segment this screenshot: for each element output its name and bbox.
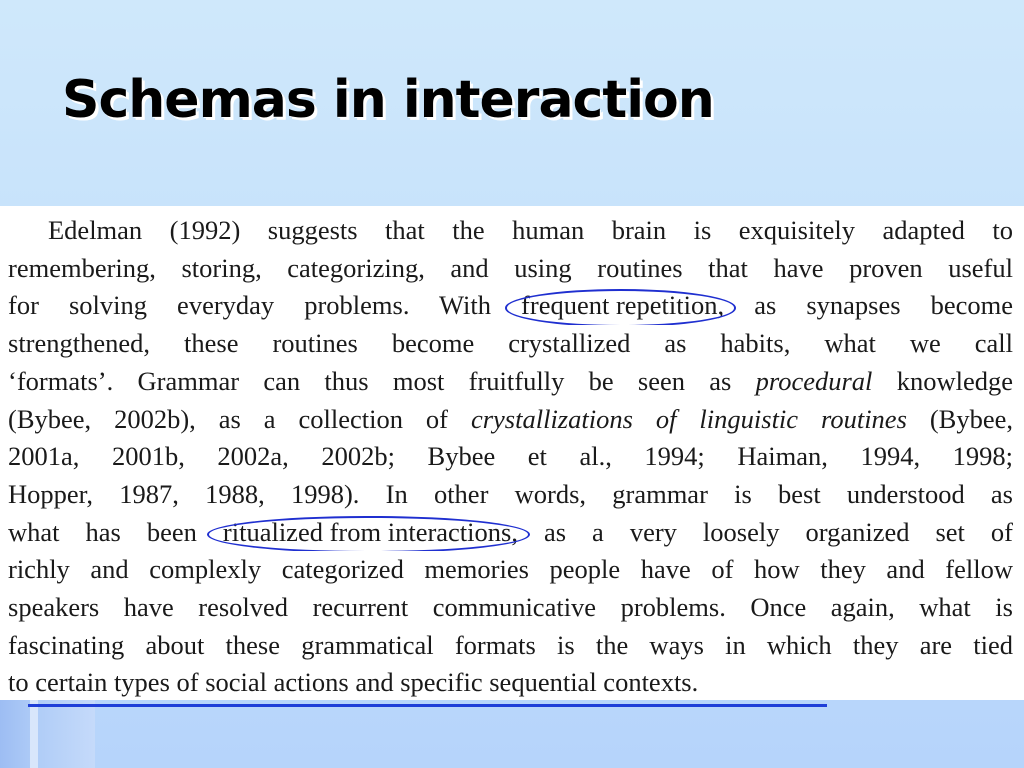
excerpt-line <box>8 287 1013 325</box>
excerpt-text: (Bybee, 2002b), as a collection of <box>8 403 471 434</box>
decorative-underline <box>28 704 827 707</box>
excerpt-line <box>8 438 1013 476</box>
quoted-excerpt <box>0 206 1024 700</box>
emphasized-term: procedural <box>755 365 873 396</box>
excerpt-line <box>8 401 1013 439</box>
decorative-stripe <box>30 700 38 768</box>
excerpt-text: remembering, storing, categorizing, and using routines that have proven useful <box>8 252 1013 283</box>
excerpt-text: ‘formats’. Grammar can thus most fruitfully be seen as <box>8 365 756 396</box>
slide-title: Schemas in interaction <box>62 70 714 130</box>
circled-phrase-frequent-repetition: frequent repetition, <box>521 287 724 325</box>
excerpt-text: 2001a, 2001b, 2002a, 2002b; Bybee et al., 1994; Haiman, 1994, 1998; <box>8 441 1013 472</box>
emphasized-term: crystallizations of linguistic routines <box>470 403 907 434</box>
excerpt-text: richly and complexly categorized memories people have of how they and fellow <box>8 554 1013 585</box>
excerpt-line <box>8 589 1013 627</box>
excerpt-text: for solving everyday problems. With <box>8 290 522 321</box>
excerpt-line <box>8 664 1013 702</box>
excerpt-line <box>8 476 1013 514</box>
decorative-corner-block <box>0 700 95 768</box>
excerpt-text: (Bybee, <box>906 403 1013 434</box>
excerpt-line <box>8 514 1013 552</box>
excerpt-line <box>8 325 1013 363</box>
excerpt-text: speakers have resolved recurrent communicative problems. Once again, what is <box>8 592 1013 623</box>
excerpt-text: fascinating about these grammatical formats is the ways in which they are tied <box>8 629 1013 660</box>
circled-phrase-ritualized: ritualized from interactions, <box>223 514 518 552</box>
excerpt-line <box>8 627 1013 665</box>
excerpt-text: to certain types of social actions and specific sequential contexts. <box>8 667 699 698</box>
excerpt-text: knowledge <box>872 365 1013 396</box>
excerpt-line <box>8 250 1013 288</box>
excerpt-line <box>8 363 1013 401</box>
excerpt-text: strengthened, these routines become crystallized as habits, what we call <box>8 328 1013 359</box>
excerpt-line <box>8 212 1013 250</box>
excerpt-text: Hopper, 1987, 1988, 1998). In other words, grammar is best understood as <box>8 478 1013 509</box>
excerpt-line <box>8 551 1013 589</box>
excerpt-text: as a very loosely organized set of <box>517 516 1013 547</box>
excerpt-text: what has been <box>8 516 223 547</box>
excerpt-text: Edelman (1992) suggests that the human brain is exquisitely adapted to <box>48 215 1013 245</box>
excerpt-text: as synapses become <box>724 290 1013 321</box>
